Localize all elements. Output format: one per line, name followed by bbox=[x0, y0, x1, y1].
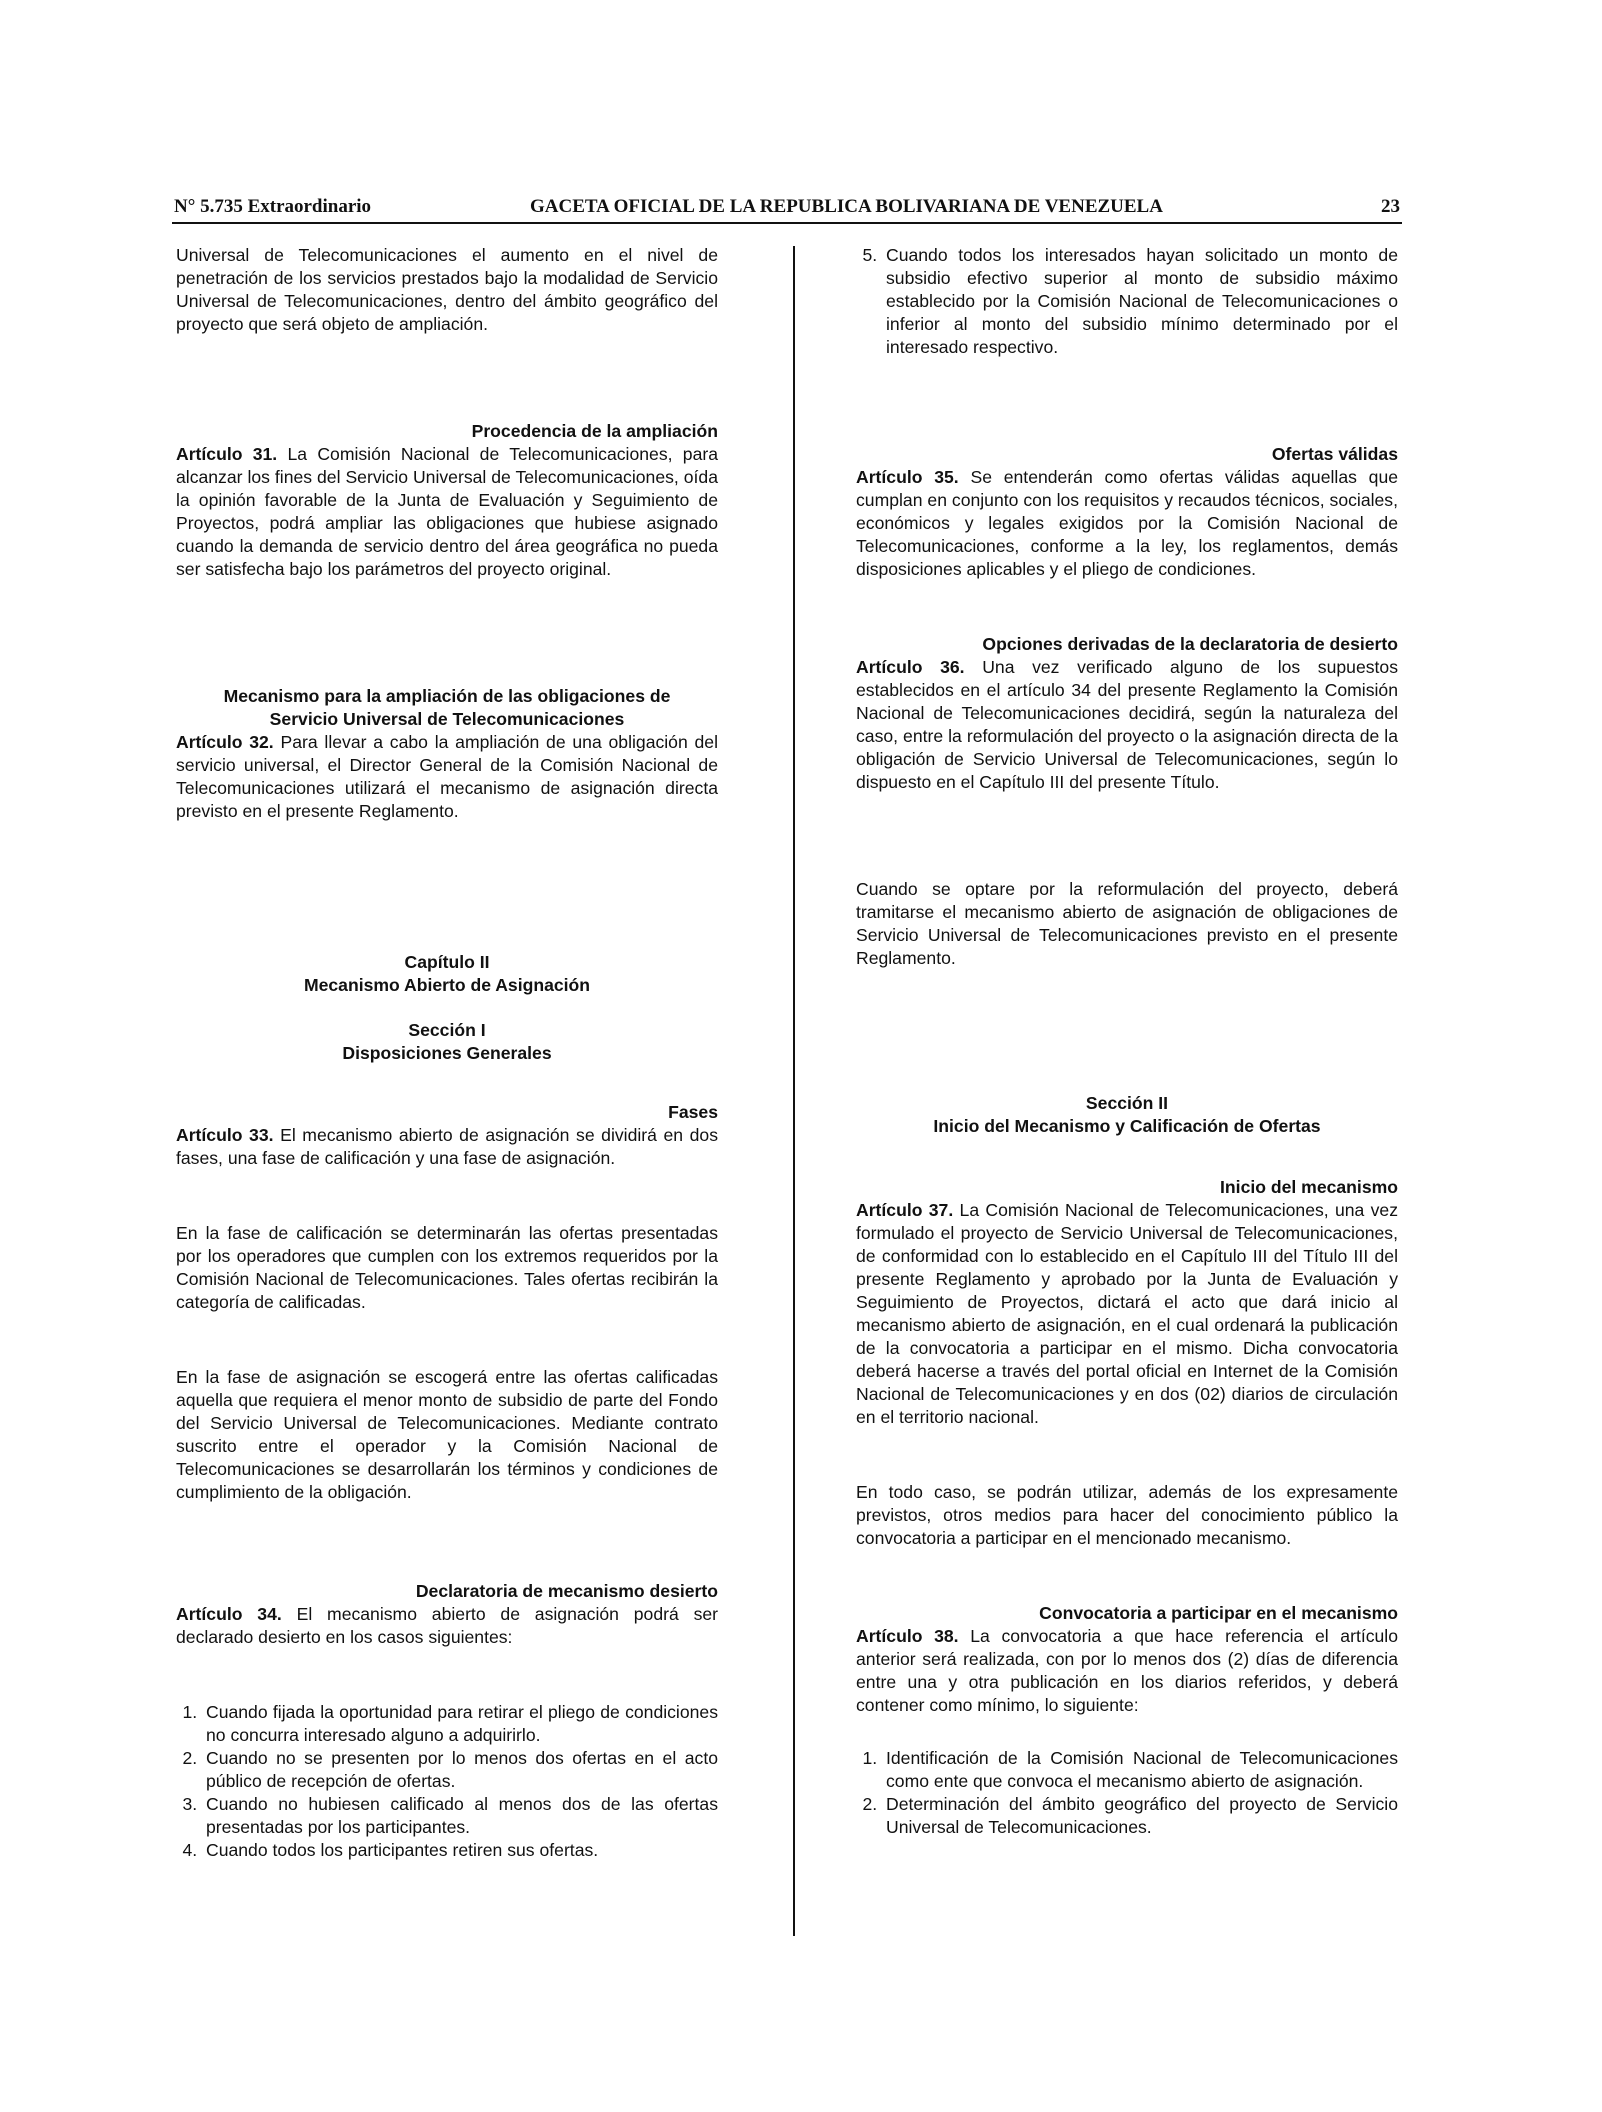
article-33-text: El mecanismo abierto de asignación se dividirá en dos fases, una fase de calificación y una fase de asignación. bbox=[176, 1125, 718, 1168]
list-item: 2. Determinación del ámbito geográfico del proyecto de Servicio Universal de Telecomunicaciones. bbox=[882, 1793, 1398, 1839]
article-33-title: Fases bbox=[668, 1102, 718, 1122]
article-36-label: Artículo 36. bbox=[856, 657, 965, 677]
article-37-title: Inicio del mecanismo bbox=[1220, 1177, 1398, 1197]
gazette-title: GACETA OFICIAL DE LA REPUBLICA BOLIVARIANA DE VENEZUELA bbox=[530, 196, 1163, 217]
article-32 bbox=[176, 731, 718, 823]
article-37-text: La Comisión Nacional de Telecomunicaciones, una vez formulado el proyecto de Servicio Universal de Telecomunicaciones, de conformidad con lo establecido en el Capítulo III del Título III del presente Reglamento y aprobado por la Junta de Evaluación y Seguimiento de Proyectos, dictará el acto que dará inicio al mecanismo abierto de asignación, en el cual ordenará la publicación de la convocatoria a participar en el mismo. Dicha convocatoria deberá hacerse a través del portal oficial en Internet de la Comisión Nacional de Telecomunicaciones y en dos (02) diarios de circulación en el territorio nacional. bbox=[856, 1200, 1399, 1427]
paragraph-asignacion: En la fase de asignación se escogerá entre las ofertas calificadas aquella que requiera el menor monto de subsidio de parte del Fondo del Servicio Universal de Telecomunicaciones. Mediante contrato suscrito entre el operador y la Comisión Nacional de Telecomunicaciones se desarrollarán los términos y condiciones de cumplimiento de la obligación. bbox=[176, 1367, 718, 1502]
paragraph-todo-caso: En todo caso, se podrán utilizar, además de los expresamente previstos, otros medios para hacer del conocimiento público la convocatoria a participar en el mencionado mecanismo. bbox=[856, 1482, 1398, 1548]
article-34-label: Artículo 34. bbox=[176, 1604, 282, 1624]
article-36-title: Opciones derivadas de la declaratoria de desierto bbox=[982, 634, 1398, 654]
chapter-title: Mecanismo Abierto de Asignación bbox=[303, 975, 591, 995]
list-item: 5. Cuando todos los interesados hayan solicitado un monto de subsidio efectivo superior al monto de subsidio máximo establecido por la Comisión Nacional de Telecomunicaciones o inferior al monto del subsidio mínimo determinado por el interesado respectivo. bbox=[882, 244, 1398, 359]
article-34-list bbox=[176, 1701, 718, 1862]
article-31 bbox=[176, 443, 718, 581]
right-column bbox=[856, 244, 1398, 1839]
list-item: 4. Cuando todos los participantes retiren sus ofertas. bbox=[202, 1839, 718, 1862]
article-35-title: Ofertas válidas bbox=[1271, 444, 1398, 464]
article-31-title: Procedencia de la ampliación bbox=[471, 421, 718, 441]
issue-number: N° 5.735 Extraordinario bbox=[174, 196, 372, 217]
page-number: 23 bbox=[1381, 196, 1400, 217]
article-33 bbox=[176, 1124, 718, 1170]
list-item: 1. Cuando fijada la oportunidad para retirar el pliego de condiciones no concurra interesado alguno a adquirirlo. bbox=[202, 1701, 718, 1747]
article-32-text: Para llevar a cabo la ampliación de una obligación del servicio universal, el Director General de la Comisión Nacional de Telecomunicaciones utilizará el mecanismo de asignación directa previsto en el presente Reglamento. bbox=[176, 732, 719, 821]
article-33-label: Artículo 33. bbox=[176, 1125, 274, 1145]
article-38-label: Artículo 38. bbox=[856, 1626, 959, 1646]
article-31-text: La Comisión Nacional de Telecomunicaciones, para alcanzar los fines del Servicio Universal de Telecomunicaciones, oída la opinión favorable de la Junta de Evaluación y Seguimiento de Proyectos, podrá ampliar las obligaciones que hubiese asignado cuando la demanda de servicio dentro del área geográfica no pueda ser satisfecha bajo los parámetros del proyecto original. bbox=[176, 444, 718, 579]
article-38-text: La convocatoria a que hace referencia el artículo anterior será realizada, con por lo menos dos (2) días de diferencia entre una y otra publicación en los diarios referidos, y deberá contener como mínimo, lo siguiente: bbox=[856, 1626, 1399, 1715]
article-32-title-line1: Mecanismo para la ampliación de las obligaciones de bbox=[223, 686, 671, 706]
paragraph-reformulacion: Cuando se optare por la reformulación del proyecto, deberá tramitarse el mecanismo abierto de asignación de obligaciones de Servicio Universal de Telecomunicaciones previsto en el presente Reglamento. bbox=[856, 879, 1398, 968]
article-35-text: Se entenderán como ofertas válidas aquellas que cumplan en conjunto con los requisitos y recaudos técnicos, sociales, económicos y legales exigidos por la Comisión Nacional de Telecomunicaciones, conforme a la ley, los reglamentos, demás disposiciones aplicables y el pliego de condiciones. bbox=[856, 467, 1399, 579]
article-35 bbox=[856, 466, 1398, 581]
list-item: 2. Cuando no se presenten por lo menos dos ofertas en el acto público de recepción de ofertas. bbox=[202, 1747, 718, 1793]
paragraph-intro: Universal de Telecomunicaciones el aumento en el nivel de penetración de los servicios prestados bajo la modalidad de Servicio Universal de Telecomunicaciones, dentro del ámbito geográfico del proyecto que será objeto de ampliación. bbox=[176, 245, 718, 334]
article-38 bbox=[856, 1625, 1398, 1717]
article-32-title-line2: Servicio Universal de Telecomunicaciones bbox=[269, 709, 625, 729]
list-item: 1. Identificación de la Comisión Nacional de Telecomunicaciones como ente que convoca el mecanismo abierto de asignación. bbox=[882, 1747, 1398, 1793]
left-column bbox=[176, 244, 718, 1862]
section-2-heading: Sección II bbox=[1085, 1093, 1169, 1113]
article-34-title: Declaratoria de mecanismo desierto bbox=[415, 1581, 718, 1601]
section-heading: Sección I bbox=[408, 1020, 486, 1040]
article-35-label: Artículo 35. bbox=[856, 467, 959, 487]
article-34 bbox=[176, 1603, 718, 1649]
header-rule bbox=[172, 222, 1402, 224]
article-38-list bbox=[856, 1747, 1398, 1839]
article-36-text: Una vez verificado alguno de los supuestos establecidos en el artículo 34 del presente Reglamento la Comisión Nacional de Telecomunicaciones decidirá, según la naturaleza del caso, entre la reformulación del proyecto o la asignación directa de la obligación de Servicio Universal de Telecomunicaciones, según lo dispuesto en el Capítulo III del presente Título. bbox=[856, 657, 1399, 792]
section-title: Disposiciones Generales bbox=[342, 1043, 552, 1063]
article-34-list-continued bbox=[856, 244, 1398, 359]
list-item: 3. Cuando no hubiesen calificado al menos dos de las ofertas presentadas por los participantes. bbox=[202, 1793, 718, 1839]
article-31-label: Artículo 31. bbox=[176, 444, 278, 464]
article-38-title: Convocatoria a participar en el mecanismo bbox=[1039, 1603, 1398, 1623]
article-34-text: El mecanismo abierto de asignación podrá ser declarado desierto en los casos siguientes: bbox=[176, 1604, 719, 1647]
page-header bbox=[174, 196, 1400, 222]
article-37-label: Artículo 37. bbox=[856, 1200, 954, 1220]
article-32-label: Artículo 32. bbox=[176, 732, 274, 752]
section-2-title: Inicio del Mecanismo y Calificación de Ofertas bbox=[933, 1116, 1321, 1136]
paragraph-calificacion: En la fase de calificación se determinarán las ofertas presentadas por los operadores que cumplen con los extremos requeridos por la Comisión Nacional de Telecomunicaciones. Tales ofertas recibirán la categoría de calificadas. bbox=[176, 1223, 718, 1312]
column-divider bbox=[793, 246, 795, 1936]
article-36 bbox=[856, 656, 1398, 794]
article-37 bbox=[856, 1199, 1398, 1429]
chapter-heading: Capítulo II bbox=[404, 952, 490, 972]
